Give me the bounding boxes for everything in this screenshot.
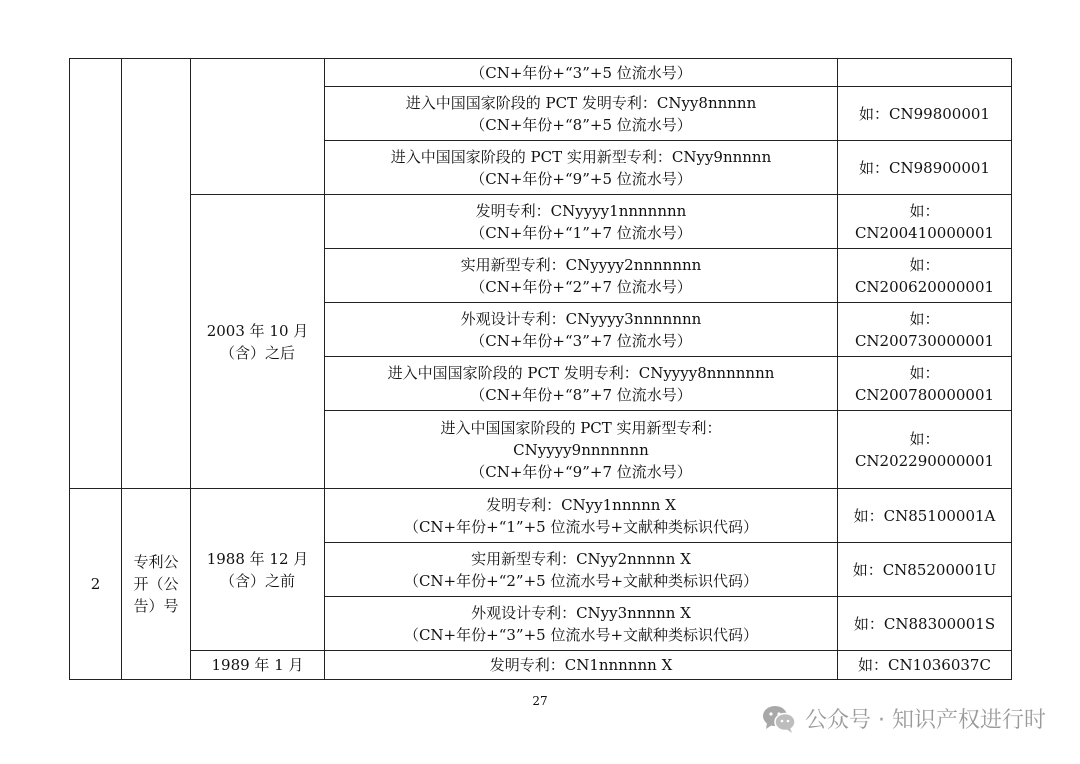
description-line: （CN+年份+“9”+5 位流水号） (470, 169, 692, 188)
example-cell (838, 59, 1012, 87)
description-line: 实用新型专利：CNyy2nnnnn X (471, 549, 691, 568)
wechat-icon (761, 704, 797, 734)
period-line: （含）之后 (219, 343, 295, 362)
period-cell-2003 (191, 195, 325, 489)
table-row (70, 489, 1012, 543)
description-line: （CN+年份+“1”+7 位流水号） (470, 223, 692, 242)
description-line: （CN+年份+“8”+5 位流水号） (470, 115, 692, 134)
description-line: 进入中国国家阶段的 PCT 发明专利：CNyy8nnnnn (405, 93, 757, 112)
example-cell (838, 195, 1012, 249)
description-cell (325, 357, 838, 411)
number-type-cell (122, 59, 191, 489)
description-line: （CN+年份+“8”+7 位流水号） (470, 385, 692, 404)
description-line: （CN+年份+“1”+5 位流水号+文献种类标识代码） (403, 517, 759, 536)
example-line: 如： (909, 201, 940, 220)
description-line: （CN+年份+“3”+5 位流水号） (470, 63, 692, 82)
description-line: 进入中国国家阶段的 PCT 发明专利：CNyyyy8nnnnnnn (387, 363, 775, 382)
example-line: CN200730000001 (854, 331, 995, 350)
description-line: （CN+年份+“2”+5 位流水号+文献种类标识代码） (403, 571, 759, 590)
example-cell (838, 489, 1012, 543)
description-cell (325, 87, 838, 141)
description-cell (325, 249, 838, 303)
number-type-line: 告）号 (133, 597, 179, 615)
example-cell (838, 357, 1012, 411)
description-cell (325, 59, 838, 87)
description-cell (325, 141, 838, 195)
example-line: CN200620000001 (854, 277, 995, 296)
example-cell (838, 249, 1012, 303)
description-cell (325, 195, 838, 249)
description-line: 进入中国国家阶段的 PCT 实用新型专利： (440, 418, 722, 437)
description-line: 外观设计专利：CNyy3nnnnn X (471, 603, 691, 622)
description-line: CNyyyy9nnnnnnn (513, 440, 649, 459)
page-number: 27 (532, 694, 548, 708)
example-cell (838, 411, 1012, 489)
example-cell (838, 141, 1012, 195)
example-cell (838, 303, 1012, 357)
description-line: （CN+年份+“2”+7 位流水号） (470, 277, 692, 296)
period-line: 1988 年 12 月 (206, 549, 309, 568)
example-line: 如：CN85200001U (852, 560, 997, 579)
example-line: 如：CN98900001 (859, 158, 990, 177)
patent-number-table (69, 58, 1012, 680)
example-line: 如：CN85100001A (853, 506, 996, 525)
table-row (70, 651, 1012, 680)
description-line: 进入中国国家阶段的 PCT 实用新型专利：CNyy9nnnnn (390, 147, 772, 166)
example-line: 如： (909, 363, 940, 382)
table-row (70, 59, 1012, 87)
example-line: 如： (909, 255, 940, 274)
description-line: （CN+年份+“3”+5 位流水号+文献种类标识代码） (403, 625, 759, 644)
description-cell (325, 651, 838, 680)
example-line: CN200410000001 (854, 223, 995, 242)
number-type-line: 专利公 (133, 553, 179, 571)
description-line: 实用新型专利：CNyyyy2nnnnnnn (460, 255, 702, 274)
description-cell (325, 543, 838, 597)
row-number: 2 (90, 575, 101, 593)
watermark (761, 703, 1046, 734)
description-line: 发明专利：CNyyyy1nnnnnnn (475, 201, 687, 220)
row-number-cell (70, 59, 122, 489)
description-line: 发明专利：CN1nnnnnn X (489, 656, 673, 674)
example-cell (838, 651, 1012, 680)
period-line: 2003 年 10 月 (206, 321, 309, 340)
example-line: 如：CN88300001S (853, 614, 996, 633)
example-line: 如： (909, 429, 940, 448)
example-cell (838, 543, 1012, 597)
period-cell (191, 59, 325, 195)
description-cell (325, 411, 838, 489)
number-type-line: 开（公 (133, 575, 179, 593)
example-line: 如：CN1036037C (858, 656, 991, 674)
table-row (70, 195, 1012, 249)
description-line: （CN+年份+“9”+7 位流水号） (470, 462, 692, 481)
row-number-cell (70, 489, 122, 680)
description-line: 外观设计专利：CNyyyy3nnnnnnn (460, 309, 702, 328)
watermark-text: 公众号 · 知识产权进行时 (805, 708, 1046, 733)
period-line: 1989 年 1 月 (211, 656, 304, 674)
example-line: CN202290000001 (854, 451, 995, 470)
description-cell (325, 597, 838, 651)
example-line: 如： (909, 309, 940, 328)
number-type-cell (122, 489, 191, 680)
example-line: CN200780000001 (854, 385, 995, 404)
description-line: 发明专利：CNyy1nnnnn X (486, 495, 676, 514)
description-cell (325, 303, 838, 357)
example-cell (838, 597, 1012, 651)
example-line: 如：CN99800001 (859, 104, 990, 123)
period-line: （含）之前 (219, 571, 295, 590)
description-line: （CN+年份+“3”+7 位流水号） (470, 331, 692, 350)
description-cell (325, 489, 838, 543)
period-cell-1988 (191, 489, 325, 651)
period-cell-1989 (191, 651, 325, 680)
example-cell (838, 87, 1012, 141)
